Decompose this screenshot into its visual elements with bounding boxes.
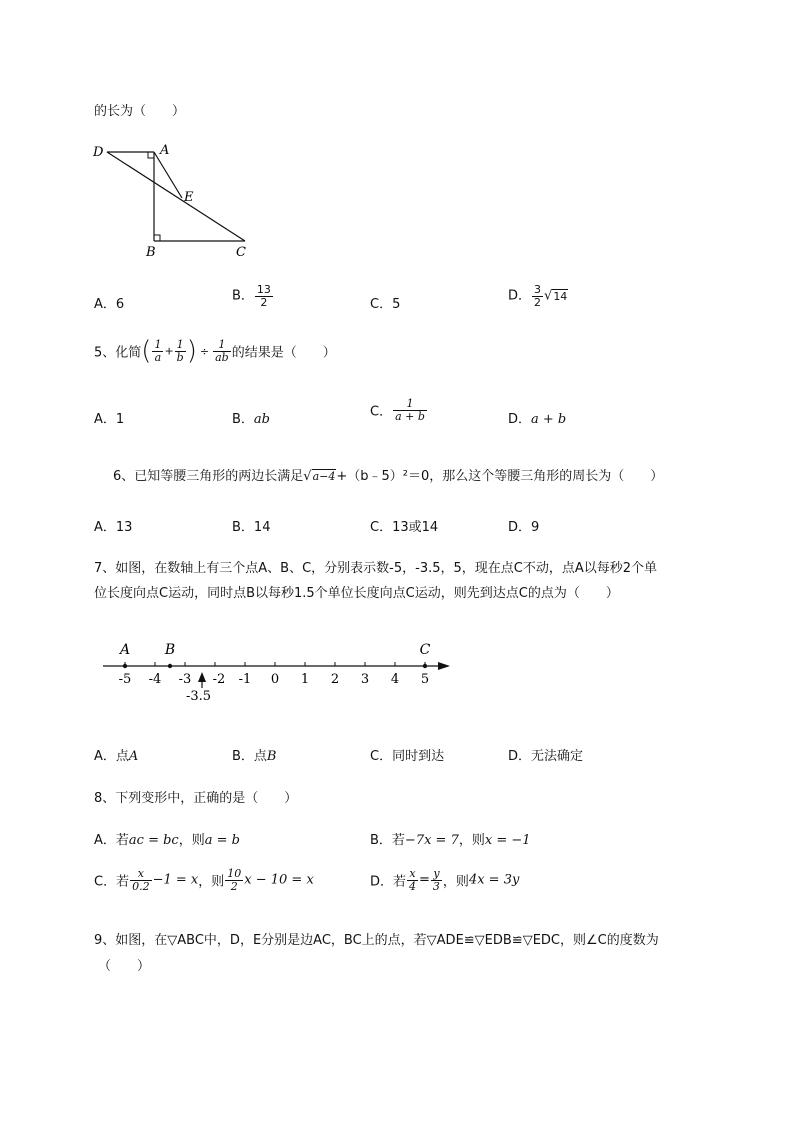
point-b	[168, 664, 172, 668]
denominator: a	[154, 350, 162, 364]
q7-line-2: 位长度向点C运动，同时点B以每秒1.5个单位长度向点C运动，则先到达点C的点为（ ）	[94, 586, 619, 601]
q7-option-a	[94, 745, 138, 764]
numerator: 1	[175, 339, 186, 352]
fraction-10-over-2	[225, 868, 243, 892]
option-b-point: B	[266, 749, 277, 764]
q9-line-1: 9、如图，在▽ABC中，D，E分别是边AC，BC上的点，若▽ADE≌▽EDB≌▽EDC，则∠C的度数为	[94, 933, 659, 948]
denominator: 2	[534, 295, 542, 309]
denominator: 3	[432, 879, 440, 893]
divide-sign: ÷	[199, 344, 210, 358]
axis-tick-label: 4	[390, 672, 400, 687]
option-b-prefix: B．若	[370, 833, 405, 848]
radical-sign: √	[303, 469, 312, 484]
numerator: x	[407, 868, 418, 881]
fraction	[255, 284, 273, 308]
q5-option-a: A．1	[94, 412, 125, 427]
axis-tick-label: 5	[420, 672, 430, 687]
q6-prefix: 6、已知等腰三角形的两边长满足	[113, 469, 304, 484]
option-a-then: ，则	[178, 833, 205, 848]
q4-figure	[88, 138, 263, 263]
option-b-result: x = −1	[484, 833, 531, 848]
option-b-prefix: B．	[232, 288, 254, 304]
option-b-condition: −7x = 7	[404, 833, 459, 848]
numerator: 1	[393, 398, 427, 411]
q7-line-1: 7、如图，在数轴上有三个点A、B、C，分别表示数-5，-3.5，5，现在点C不动，点A以每秒2个单	[94, 561, 657, 576]
numerator: 3	[534, 283, 542, 296]
fraction-x-over-4	[407, 868, 418, 892]
option-a-result: a = b	[204, 833, 240, 848]
q5-option-b	[232, 408, 270, 427]
axis-tick-label: -5	[118, 672, 132, 687]
option-a-condition: ac = bc	[128, 833, 179, 848]
plus-sign: +	[164, 344, 174, 358]
right-angle-b	[154, 235, 160, 241]
axis-tick-label: -1	[238, 672, 252, 687]
axis-tick-label: -3	[178, 672, 192, 687]
q8-stem: 8、下列变形中，正确的是（ ）	[94, 791, 298, 806]
q8-option-b	[370, 829, 531, 848]
radicand: 14	[553, 289, 568, 303]
label-b: B	[146, 245, 156, 260]
numerator: 1	[154, 337, 162, 351]
q6-stem	[113, 465, 663, 484]
point-label-c: C	[419, 642, 431, 658]
q7-option-b	[232, 745, 276, 764]
q5-option-d	[508, 408, 566, 427]
b-value-label: -3.5	[186, 689, 212, 704]
option-d-prefix: D．	[508, 412, 532, 427]
numerator: 13	[256, 283, 271, 296]
option-d-prefix: D．	[508, 288, 532, 304]
right-paren: )	[186, 336, 197, 366]
q6-suffix: +（b﹣5）²＝0，那么这个等腰三角形的周长为（ ）	[336, 469, 664, 484]
q5-prefix: 5、化简	[94, 345, 142, 361]
fraction	[393, 398, 427, 422]
axis-tick-label: 3	[360, 672, 370, 687]
numerator: x	[130, 868, 152, 881]
axis-tick-label: 0	[270, 672, 280, 687]
fraction	[532, 284, 543, 308]
equals-sign: =	[419, 872, 430, 888]
denominator: b	[176, 350, 184, 364]
q6-option-b: B．14	[232, 520, 271, 535]
option-a-prefix: A．若	[94, 833, 129, 848]
axis-tick-label: -2	[212, 672, 226, 687]
option-b-then: ，则	[458, 833, 485, 848]
denominator: a + b	[395, 409, 425, 423]
option-a-point: A	[128, 749, 139, 764]
q6-option-c: C．13或14	[370, 520, 439, 535]
option-d-value: a + b	[531, 412, 567, 427]
q4-option-a: A．6	[94, 297, 125, 312]
option-c-condition-rest: −1 = x	[152, 872, 199, 888]
point-label-a: A	[119, 642, 131, 658]
axis-tick-label: 2	[330, 672, 340, 687]
numerator: 10	[227, 867, 242, 880]
fraction-1-over-a	[152, 339, 163, 363]
numerator: 1	[213, 339, 231, 352]
q7-option-c: C．同时到达	[370, 749, 445, 764]
q5-option-c	[370, 398, 428, 422]
option-a-prefix: A．点	[94, 749, 129, 764]
q8-option-a	[94, 829, 240, 848]
label-e: E	[184, 190, 194, 205]
point-label-b: B	[164, 642, 176, 658]
option-c-prefix: C．若	[94, 874, 130, 890]
option-d-result: 4x = 3y	[468, 872, 520, 888]
fraction-1-over-b	[175, 339, 186, 363]
option-c-prefix: C．	[370, 404, 393, 420]
number-line	[95, 636, 460, 706]
q7-option-d: D．无法确定	[508, 749, 584, 764]
label-a: A	[160, 143, 170, 158]
option-b-value: ab	[253, 412, 270, 427]
option-b-prefix: B．点	[232, 749, 267, 764]
radicand: a−4	[312, 470, 336, 483]
option-b-prefix: B．	[232, 412, 254, 427]
q8-option-c	[94, 868, 314, 892]
option-d-then: ，则	[442, 874, 469, 890]
segment-dc	[107, 152, 245, 241]
radical-sign: √	[544, 288, 553, 304]
left-paren: (	[141, 336, 152, 366]
q4-option-b	[232, 284, 274, 308]
axis-arrow	[438, 662, 450, 670]
q5-suffix: 的结果是（ ）	[231, 345, 336, 361]
fraction-1-over-ab	[213, 339, 231, 363]
option-c-result-rest: x − 10 = x	[244, 872, 314, 888]
point-c	[423, 664, 427, 668]
label-d: D	[93, 145, 104, 160]
fraction-x-over-0-2	[130, 868, 152, 892]
q9-line-2: （ ）	[98, 959, 151, 974]
q6-option-d: D．9	[508, 520, 540, 535]
axis-tick-label: 1	[300, 672, 310, 687]
label-c: C	[236, 245, 246, 260]
numerator: y	[431, 868, 442, 881]
fraction-y-over-3	[431, 868, 442, 892]
q4-tail: 的长为（ ）	[94, 104, 186, 119]
denominator: 0.2	[132, 879, 150, 893]
right-angle-a	[148, 152, 154, 158]
option-c-then: ，则	[198, 874, 225, 890]
point-a	[123, 664, 127, 668]
denominator: ab	[215, 350, 229, 364]
q4-option-d	[508, 284, 568, 308]
q4-option-c: C．5	[370, 297, 401, 312]
q8-option-d	[370, 868, 519, 892]
denominator: 2	[230, 879, 238, 893]
q6-option-a: A．13	[94, 520, 133, 535]
axis-tick-label: -4	[148, 672, 162, 687]
option-d-prefix: D．若	[370, 874, 407, 890]
q5-stem	[94, 338, 336, 364]
denominator: 2	[260, 295, 268, 309]
denominator: 4	[409, 879, 417, 893]
